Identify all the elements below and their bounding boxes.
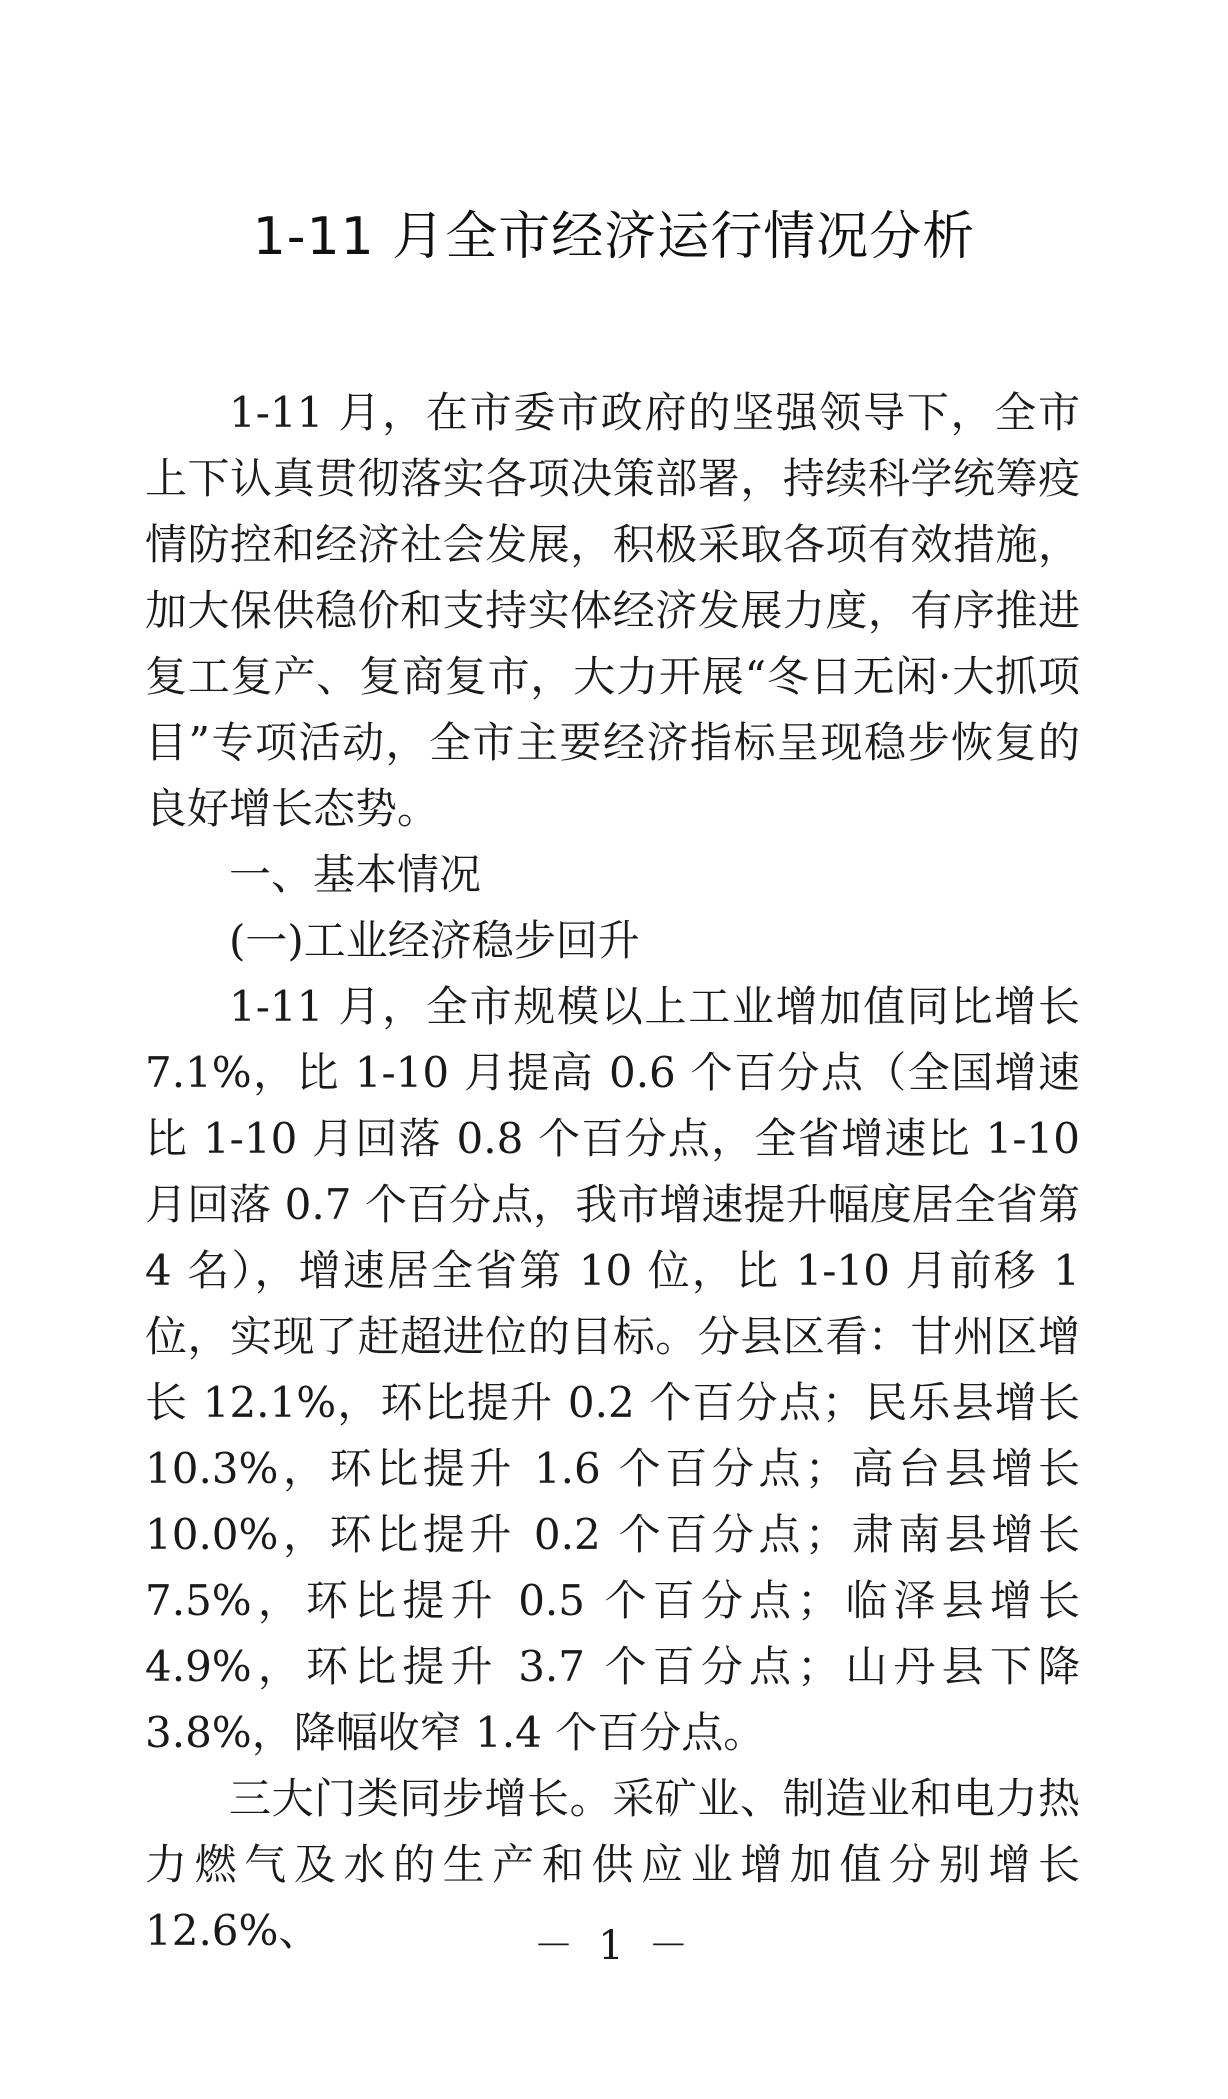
document-body [145, 380, 1080, 1964]
intro-paragraph: 1-11 月，在市委市政府的坚强领导下，全市上下认真贯彻落实各项决策部署，持续科学统筹疫情防控和经济社会发展，积极采取各项有效措施，加大保供稳价和支持实体经济发展力度，有序推进复工复产、复商复市，大力开展“冬日无闲·大抓项目”专项活动，全市主要经济指标呈现稳步恢复的良好增长态势。 [145, 388, 1080, 833]
subsection-heading: (一)工业经济稳步回升 [229, 916, 640, 965]
industry-paragraph: 1-11 月，全市规模以上工业增加值同比增长 7.1%，比 1-10 月提高 0.6 个百分点（全国增速比 1-10 月回落 0.8 个百分点，全省增速比 1-10 月回落 0.7 个百分点，我市增速提升幅度居全省第 4 名），增速居全省第 10 位，比 1-10 月前移 1 位，实现了赶超进位的目标。分县区看：甘州区增长 12.1%，环比提升 0.2 个百分点；民乐县增长 10.3%，环比提升 1.6 个百分点；高台县增长 10.0%，环比提升 0.2 个百分点；肃南县增长 7.5%，环比提升 0.5 个百分点；临泽县增长 4.9%，环比提升 3.7 个百分点；山丹县下降 3.8%，降幅收窄 1.4 个百分点。 [145, 982, 1080, 1757]
document-title: 1-11 月全市经济运行情况分析 [252, 207, 976, 267]
section-heading: 一、基本情况 [229, 850, 482, 899]
page-number: － 1 － [533, 1923, 695, 1969]
categories-paragraph: 三大门类同步增长。采矿业、制造业和电力热力燃气及水的生产和供应业增加值分别增长 12.6%、 [145, 1774, 1080, 1955]
